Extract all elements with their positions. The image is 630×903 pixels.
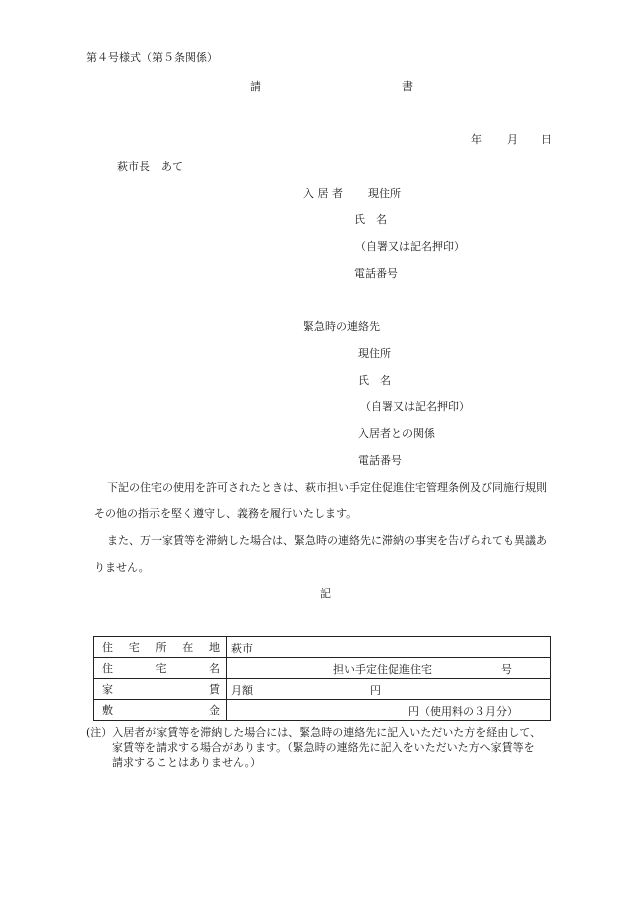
row-label-housing-name: 住 宅 名 bbox=[94, 658, 227, 679]
emergency-address-label: 現住所 bbox=[358, 347, 391, 360]
date-year: 年 bbox=[471, 133, 482, 146]
location-value: 萩市 bbox=[227, 637, 551, 658]
emergency-phone-label: 電話番号 bbox=[358, 454, 402, 467]
title-char-1: 請 bbox=[250, 80, 261, 93]
emergency-relation-label: 入居者との関係 bbox=[358, 427, 435, 440]
table-row bbox=[94, 637, 551, 658]
paragraph-1-line-2: その他の指示を堅く遵守し、義務を履行いたします。 bbox=[94, 507, 358, 520]
housing-name-value: 担い手定住促進住宅 号 bbox=[227, 658, 551, 679]
tenant-role-label: 入 居 者 bbox=[303, 187, 343, 200]
date-month: 月 bbox=[507, 133, 518, 146]
tenant-phone-label: 電話番号 bbox=[354, 267, 398, 280]
row-label-location: 住 宅 所 在 地 bbox=[94, 637, 227, 658]
table-row bbox=[94, 679, 551, 700]
footnote bbox=[86, 725, 586, 770]
table-row bbox=[94, 658, 551, 679]
date-day: 日 bbox=[541, 133, 552, 146]
addressee: 萩市長 あて bbox=[117, 160, 183, 173]
row-label-deposit: 敷 金 bbox=[94, 700, 227, 721]
row-label-rent: 家 賃 bbox=[94, 679, 227, 700]
rent-value: 月額 円 bbox=[227, 679, 551, 700]
tenant-address-label: 現住所 bbox=[368, 187, 401, 200]
housing-info-table bbox=[93, 636, 551, 721]
form-number: 第４号様式（第５条関係） bbox=[86, 51, 218, 64]
footnote-line-1: (注）入居者が家賃等を滞納した場合には、緊急時の連絡先に記入いただいた方を経由して、 bbox=[86, 726, 542, 739]
tenant-name-label: 氏 名 bbox=[354, 213, 387, 226]
ki-heading: 記 bbox=[320, 587, 331, 600]
emergency-seal-note: （自署又は記名押印） bbox=[360, 400, 470, 413]
table-row bbox=[94, 700, 551, 721]
deposit-value: 円（使用料の３月分） bbox=[227, 700, 551, 721]
footnote-line-2: 家賃等を請求する場合があります。（緊急時の連絡先に記入をいただいた方へ家賃等を bbox=[112, 741, 535, 754]
tenant-seal-note: （自署又は記名押印） bbox=[355, 240, 465, 253]
footnote-line-3: 請求することはありません。） bbox=[112, 756, 262, 769]
title-char-2: 書 bbox=[402, 80, 413, 93]
paragraph-2-line-2: りません。 bbox=[94, 561, 150, 574]
emergency-heading: 緊急時の連絡先 bbox=[303, 320, 380, 333]
paragraph-1-line-1: 下記の住宅の使用を許可されたときは、萩市担い手定住促進住宅管理条例及び同施行規則 bbox=[107, 481, 547, 494]
emergency-name-label: 氏 名 bbox=[358, 374, 391, 387]
paragraph-2-line-1: また、万一家賃等を滞納した場合は、緊急時の連絡先に滞納の事実を告げられても異議あ bbox=[107, 534, 547, 547]
